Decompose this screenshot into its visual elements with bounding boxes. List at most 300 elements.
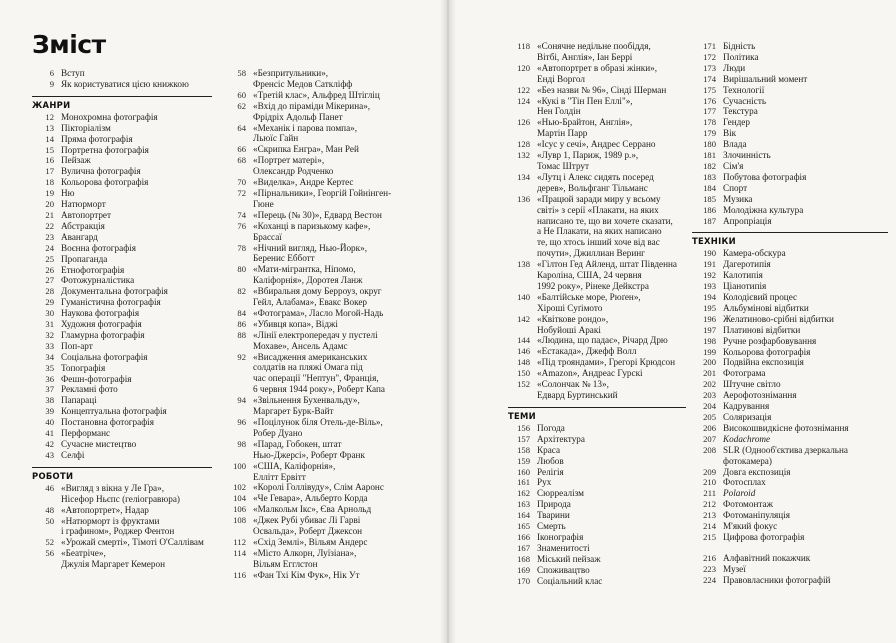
entry-title: Kodachrome bbox=[723, 433, 771, 444]
page-number: 201 bbox=[703, 368, 716, 379]
entry-title: Воєнна фотографія bbox=[61, 242, 136, 253]
page-number: 193 bbox=[703, 281, 716, 292]
entry-title: «Урожай смерті», Тімоті О'Саллівам bbox=[61, 537, 204, 548]
page-number: 39 bbox=[45, 406, 54, 417]
toc-column-1 bbox=[32, 68, 212, 570]
entry-title: Апропріація bbox=[723, 215, 772, 226]
entry-title: «Пірнальники», Георгій Гойнінген- Гюне bbox=[253, 187, 392, 209]
toc-entry bbox=[220, 537, 425, 548]
entry-title: Музика bbox=[723, 193, 753, 204]
page-number: 62 bbox=[237, 100, 246, 111]
page-number: 12 bbox=[45, 111, 54, 122]
entry-title: «США, Каліфорнія», Еллітт Ервітт bbox=[253, 460, 336, 482]
page-number: 58 bbox=[237, 68, 246, 78]
entry-title: «Кукі в "Тін Пен Еллі"», Нен Голдін bbox=[537, 95, 633, 117]
entry-title: «Убивця копа», Віджі bbox=[253, 318, 338, 329]
entry-title: «Солончак № 13», Едвард Буртинський bbox=[537, 379, 618, 400]
toc-entry bbox=[692, 412, 888, 423]
entry-title: Поп-арт bbox=[61, 340, 93, 351]
entry-title: Краса bbox=[537, 444, 561, 455]
toc-entry bbox=[32, 232, 212, 243]
page-number: 191 bbox=[703, 259, 716, 270]
toc-entry bbox=[32, 406, 212, 417]
page-number: 24 bbox=[45, 242, 54, 253]
entry-title: «Портрет матері», Олександр Родченко bbox=[253, 155, 334, 177]
entry-title: «Мати-мігрантка, Ніпомо, Каліфорнія», Доротея Ланж bbox=[253, 264, 363, 286]
toc-entry bbox=[692, 248, 888, 259]
toc-entry bbox=[32, 210, 212, 221]
toc-entry bbox=[692, 172, 888, 183]
toc-entry bbox=[220, 439, 425, 461]
page-number: 213 bbox=[703, 510, 716, 521]
page-number: 46 bbox=[45, 482, 54, 493]
toc-entry bbox=[508, 499, 686, 510]
toc-column-4 bbox=[692, 41, 888, 586]
toc-entry bbox=[508, 467, 686, 478]
entry-title: Музеї bbox=[723, 563, 746, 574]
page-number: 162 bbox=[517, 488, 530, 499]
entry-title: Камера-обскура bbox=[723, 248, 786, 259]
toc-entry bbox=[32, 134, 212, 145]
entry-title: Люди bbox=[723, 62, 746, 73]
entry-title: Polaroid bbox=[723, 488, 756, 499]
entry-title: Кольорова фотографія bbox=[723, 346, 811, 357]
page-number: 144 bbox=[517, 335, 530, 346]
entry-title: Тварини bbox=[537, 510, 570, 521]
entry-title: Постановна фотографія bbox=[61, 417, 154, 428]
page-number: 174 bbox=[703, 73, 716, 84]
toc-entry bbox=[32, 254, 212, 265]
toc-entry bbox=[508, 554, 686, 565]
entry-title: «Королі Голлівуду», Слім Ааронс bbox=[253, 482, 384, 493]
entry-title: Сучасне мистецтво bbox=[61, 439, 137, 449]
page-number: 172 bbox=[703, 51, 716, 62]
entry-title: Природа bbox=[537, 499, 571, 510]
entry-title: SLR (Однооб'єктива дзеркальна фотокамера) bbox=[723, 444, 848, 466]
entry-title: Технології bbox=[723, 84, 765, 95]
entry-title: Сюрреалізм bbox=[537, 488, 584, 499]
page-number: 102 bbox=[233, 482, 246, 493]
page-number: 176 bbox=[703, 95, 716, 106]
entry-title: «Гілтон Гед Айленд, штат Південна Кароліна, США, 24 червня 1992 року», Рінеке Дейкстра bbox=[537, 259, 677, 291]
page-number: 224 bbox=[703, 574, 716, 585]
page-number: 192 bbox=[703, 270, 716, 281]
entry-title: Документальна фотографія bbox=[61, 286, 168, 297]
entry-title: Політика bbox=[723, 51, 759, 62]
entry-title: Молодіжна культура bbox=[723, 204, 804, 215]
toc-entry bbox=[692, 532, 888, 543]
entry-title: Аерофотознімання bbox=[723, 390, 797, 401]
entry-title: Штучне світло bbox=[723, 379, 781, 390]
toc-entry bbox=[508, 423, 686, 434]
toc-entry bbox=[32, 199, 212, 210]
page-number: 160 bbox=[517, 466, 530, 477]
toc-section-heading bbox=[508, 407, 686, 421]
page-number: 43 bbox=[45, 449, 54, 460]
toc-entry bbox=[508, 456, 686, 467]
toc-entry bbox=[220, 548, 425, 570]
toc-entry bbox=[220, 144, 425, 155]
entry-title: Споживацтво bbox=[537, 564, 590, 575]
entry-title: «Джек Рубі убиває Лі Гарві Освальда», Роберт Джексон bbox=[253, 515, 363, 537]
page-number: 29 bbox=[45, 297, 54, 308]
page-number: 159 bbox=[517, 455, 530, 466]
toc-entry bbox=[508, 117, 686, 139]
toc-entry bbox=[220, 461, 425, 483]
page-number: 41 bbox=[45, 428, 54, 439]
toc-entry bbox=[32, 265, 212, 276]
page-number: 31 bbox=[45, 319, 54, 330]
toc-entry bbox=[32, 286, 212, 297]
toc-entry bbox=[692, 150, 888, 161]
toc-entry bbox=[32, 79, 212, 90]
entry-title: Алфавітний покажчик bbox=[723, 552, 811, 563]
entry-title: Подвійна експозиція bbox=[723, 357, 804, 368]
page-number: 202 bbox=[703, 379, 716, 390]
entry-title: «Людина, що падає», Річард Дрю bbox=[537, 335, 668, 346]
entry-title: Абстракція bbox=[61, 220, 105, 231]
toc-entry bbox=[508, 565, 686, 576]
toc-entry bbox=[692, 41, 888, 52]
page-number: 168 bbox=[517, 553, 530, 564]
entry-title: Цифрова фотографія bbox=[723, 531, 805, 542]
entry-title: Бідність bbox=[723, 41, 756, 51]
page-number: 185 bbox=[703, 193, 716, 204]
toc-section-heading bbox=[32, 96, 212, 110]
toc-entry bbox=[508, 379, 686, 401]
entry-title: Натюрморт bbox=[61, 199, 106, 210]
toc-entry bbox=[692, 183, 888, 194]
toc-entry bbox=[692, 270, 888, 281]
toc-entry bbox=[32, 68, 212, 79]
toc-entry bbox=[220, 504, 425, 515]
toc-entry bbox=[692, 510, 888, 521]
toc-entry bbox=[32, 188, 212, 199]
toc-entry bbox=[692, 477, 888, 488]
page-number: 120 bbox=[517, 62, 530, 73]
toc-entry bbox=[692, 575, 888, 586]
entry-title: Злочинність bbox=[723, 150, 771, 161]
toc-entry bbox=[692, 336, 888, 347]
page-number: 173 bbox=[703, 62, 716, 73]
entry-title: Пікторіалізм bbox=[61, 122, 111, 133]
page-number: 184 bbox=[703, 182, 716, 193]
toc-entry bbox=[220, 210, 425, 221]
page-number: 161 bbox=[517, 477, 530, 488]
toc-entry bbox=[32, 439, 212, 450]
entry-title: «Під трояндами», Грегорі Крюдсон bbox=[537, 357, 676, 368]
toc-entry bbox=[32, 505, 212, 516]
toc-entry bbox=[692, 128, 888, 139]
page-number: 209 bbox=[703, 466, 716, 477]
page-number: 157 bbox=[517, 433, 530, 444]
page-number: 187 bbox=[703, 215, 716, 226]
page-number: 122 bbox=[517, 84, 530, 95]
toc-entry bbox=[32, 275, 212, 286]
page-number: 56 bbox=[45, 548, 54, 559]
toc-entry bbox=[508, 510, 686, 521]
toc-entry bbox=[220, 101, 425, 123]
toc-entry bbox=[692, 303, 888, 314]
entry-title: «Місто Алкорн, Луїзіана», Вільям Егглстон bbox=[253, 547, 357, 569]
toc-entry bbox=[32, 428, 212, 439]
page-number: 22 bbox=[45, 220, 54, 231]
page-number: 96 bbox=[237, 417, 246, 427]
toc-spacer bbox=[692, 543, 888, 553]
page-number: 186 bbox=[703, 204, 716, 215]
page-number: 66 bbox=[237, 144, 246, 155]
page-number: 190 bbox=[703, 248, 716, 259]
toc-entry bbox=[508, 445, 686, 456]
page-number: 177 bbox=[703, 106, 716, 117]
page-number: 28 bbox=[45, 286, 54, 297]
entry-title: «Механік і парова помпа», Льюїс Гайн bbox=[253, 122, 358, 144]
page-number: 6 bbox=[49, 68, 54, 78]
page-number: 140 bbox=[517, 291, 530, 302]
toc-entry bbox=[692, 314, 888, 325]
entry-title: Архітектура bbox=[537, 433, 585, 444]
toc-entry bbox=[508, 532, 686, 543]
toc-column-2 bbox=[220, 68, 425, 581]
entry-title: «Працюй заради миру у всьому світі» з серії «Плакати, на яких написано те, що ви хочете сказати, а Не Плакати, на яких написано те, що хтось інший хоче від вас почути», Джиллиан Веринг bbox=[537, 193, 673, 259]
toc-entry bbox=[32, 221, 212, 232]
toc-entry bbox=[220, 123, 425, 145]
page-number: 34 bbox=[45, 351, 54, 362]
toc-entry bbox=[692, 117, 888, 128]
page-number: 74 bbox=[237, 209, 246, 220]
toc-entry bbox=[692, 161, 888, 172]
page-number: 30 bbox=[45, 308, 54, 319]
toc-entry bbox=[508, 434, 686, 445]
entry-title: Етнофотографія bbox=[61, 264, 125, 275]
entry-title: «Вхід до піраміди Мікерина», Фрідріх Адольф Панет bbox=[253, 100, 371, 122]
entry-title: М'який фокус bbox=[723, 521, 778, 532]
toc-entry bbox=[508, 477, 686, 488]
page-number: 17 bbox=[45, 166, 54, 177]
entry-title: Правовласники фотографій bbox=[723, 574, 831, 585]
entry-title: Спорт bbox=[723, 182, 748, 193]
entry-title: Знаменитості bbox=[537, 542, 590, 553]
page-number: 20 bbox=[45, 199, 54, 210]
entry-title: Довга експозиція bbox=[723, 466, 791, 477]
page-number: 214 bbox=[703, 521, 716, 532]
entry-title: Влада bbox=[723, 139, 747, 150]
entry-title: «Естакада», Джефф Волл bbox=[537, 346, 637, 357]
entry-title: «Вигляд з вікна у Ле Гра», Нісефор Ньєпс (геліогравюра) bbox=[61, 482, 180, 504]
page-number: 148 bbox=[517, 357, 530, 368]
page-number: 207 bbox=[703, 433, 716, 444]
page-number: 212 bbox=[703, 499, 716, 510]
entry-title: Соціальний клас bbox=[537, 575, 603, 586]
toc-entry bbox=[32, 123, 212, 134]
toc-entry bbox=[32, 155, 212, 166]
toc-entry bbox=[220, 417, 425, 439]
entry-title: «Вбиральня дому Берроуз, округ Гейл, Алабама», Евакс Вокер bbox=[253, 286, 382, 308]
toc-entry bbox=[692, 63, 888, 74]
toc-entry bbox=[508, 85, 686, 96]
toc-entry bbox=[692, 106, 888, 117]
toc-entry bbox=[692, 368, 888, 379]
toc-entry bbox=[692, 521, 888, 532]
page-number: 180 bbox=[703, 139, 716, 150]
page-number: 138 bbox=[517, 259, 530, 270]
entry-title: Концептуальна фотографія bbox=[61, 406, 167, 417]
entry-title: Портретна фотографія bbox=[61, 144, 149, 155]
entry-title: Перформанс bbox=[61, 428, 111, 439]
toc-entry bbox=[508, 172, 686, 194]
page-number: 37 bbox=[45, 384, 54, 395]
entry-title: Папараці bbox=[61, 395, 97, 406]
toc-entry bbox=[32, 341, 212, 352]
section-label: ТЕМИ bbox=[508, 410, 536, 421]
toc-entry bbox=[220, 90, 425, 101]
entry-title: Селфі bbox=[61, 449, 85, 460]
page-number: 19 bbox=[45, 188, 54, 199]
page-number: 108 bbox=[233, 515, 246, 526]
page-number: 132 bbox=[517, 150, 530, 161]
toc-section-heading bbox=[32, 467, 212, 481]
page-title: Зміст bbox=[32, 30, 106, 59]
entry-title: Текстура bbox=[723, 106, 758, 117]
page-number: 195 bbox=[703, 302, 716, 313]
entry-title: «Фан Тхі Кім Фук», Нік Ут bbox=[253, 569, 360, 580]
entry-title: Колодієвий процес bbox=[723, 292, 798, 303]
page-number: 206 bbox=[703, 422, 716, 433]
entry-title: Фотосплах bbox=[723, 477, 766, 488]
page-number: 86 bbox=[237, 318, 246, 329]
page-number: 118 bbox=[517, 41, 530, 51]
entry-title: Високошвидкісне фотознімання bbox=[723, 422, 849, 433]
page-number: 146 bbox=[517, 346, 530, 357]
page-number: 82 bbox=[237, 286, 246, 297]
toc-entry bbox=[692, 564, 888, 575]
toc-entry bbox=[692, 205, 888, 216]
page-number: 68 bbox=[237, 155, 246, 166]
page-number: 163 bbox=[517, 499, 530, 510]
page-number: 70 bbox=[237, 177, 246, 188]
entry-title: «Коханці в паризькому кафе», Брассаї bbox=[253, 220, 371, 242]
entry-title: Наукова фотографія bbox=[61, 308, 140, 319]
entry-title: «Балтійське море, Рюґен», Хіроші Суґімото bbox=[537, 291, 641, 313]
entry-title: Топографія bbox=[61, 362, 106, 373]
toc-entry bbox=[220, 264, 425, 286]
toc-entry bbox=[692, 434, 888, 445]
entry-title: Ручне розфарбовування bbox=[723, 335, 817, 346]
page-number: 134 bbox=[517, 171, 530, 182]
entry-title: «Ісус у сечі», Андрес Серрано bbox=[537, 139, 656, 150]
entry-title: Вік bbox=[723, 128, 737, 139]
book-gutter bbox=[440, 0, 456, 643]
page-number: 126 bbox=[517, 117, 530, 128]
page-number: 179 bbox=[703, 128, 716, 139]
entry-title: «Схід Землі», Вільям Андерс bbox=[253, 536, 368, 547]
page-number: 80 bbox=[237, 264, 246, 275]
entry-title: «Перець (№ 30)», Едвард Вестон bbox=[253, 209, 382, 220]
toc-entry bbox=[32, 537, 212, 548]
entry-title: Вулична фотографія bbox=[61, 166, 141, 177]
entry-title: Сім'я bbox=[723, 160, 744, 171]
page-number: 208 bbox=[703, 444, 716, 455]
toc-entry bbox=[508, 63, 686, 85]
toc-entry bbox=[220, 188, 425, 210]
page-number: 181 bbox=[703, 150, 716, 161]
toc-entry bbox=[508, 346, 686, 357]
toc-entry bbox=[692, 357, 888, 368]
page-number: 156 bbox=[517, 422, 530, 433]
entry-title: Побутова фотографія bbox=[723, 171, 807, 182]
toc-entry bbox=[220, 319, 425, 330]
page-number: 25 bbox=[45, 253, 54, 264]
page-number: 50 bbox=[45, 515, 54, 526]
toc-entry bbox=[32, 308, 212, 319]
entry-title: Автопортрет bbox=[61, 209, 112, 220]
page-number: 72 bbox=[237, 187, 246, 198]
page-number: 9 bbox=[49, 78, 54, 89]
page-number: 167 bbox=[517, 542, 530, 553]
page-number: 21 bbox=[45, 209, 54, 220]
entry-title: «Автопортрет в образі жінки», Енді Воргол bbox=[537, 62, 658, 84]
page-number: 210 bbox=[703, 477, 716, 488]
entry-title: «Висадження американських солдатів на пляжі Омага під час операції "Нептун", Франція, 6 червня 1944 року», Роберт Капа bbox=[253, 351, 386, 395]
page-number: 194 bbox=[703, 292, 716, 303]
toc-entry bbox=[508, 335, 686, 346]
page-number: 164 bbox=[517, 510, 530, 521]
page-number: 211 bbox=[703, 488, 716, 499]
page-number: 136 bbox=[517, 193, 530, 204]
page-number: 26 bbox=[45, 264, 54, 275]
page-number: 35 bbox=[45, 362, 54, 373]
page-number: 112 bbox=[233, 536, 246, 547]
page-number: 142 bbox=[517, 313, 530, 324]
toc-entry bbox=[32, 516, 212, 538]
entry-title: «Натюрморт із фруктами і графином», Роджер Фентон bbox=[61, 515, 175, 537]
page-number: 178 bbox=[703, 117, 716, 128]
page-number: 64 bbox=[237, 122, 246, 133]
entry-title: Міський пейзаж bbox=[537, 553, 601, 564]
toc-entry bbox=[692, 96, 888, 107]
entry-title: «Лінії електропередач у пустелі Мохаве», Ансель Адамс bbox=[253, 329, 378, 351]
toc-entry bbox=[508, 139, 686, 150]
entry-title: «Лутц і Алекс сидять посеред дерев», Вольфганг Тільманс bbox=[537, 171, 654, 193]
toc-entry bbox=[692, 390, 888, 401]
toc-entry bbox=[692, 194, 888, 205]
toc-entry bbox=[692, 379, 888, 390]
page-number: 175 bbox=[703, 84, 716, 95]
toc-entry bbox=[220, 177, 425, 188]
toc-section-heading bbox=[692, 232, 888, 246]
page-number: 171 bbox=[703, 41, 716, 51]
page-number: 198 bbox=[703, 335, 716, 346]
toc-entry bbox=[32, 319, 212, 330]
entry-title: Гендер bbox=[723, 117, 750, 128]
toc-entry bbox=[692, 467, 888, 478]
entry-title: Кольорова фотографія bbox=[61, 177, 149, 188]
toc-entry bbox=[32, 363, 212, 374]
page-number: 52 bbox=[45, 537, 54, 548]
entry-title: Дагеротипія bbox=[723, 259, 771, 270]
page-number: 78 bbox=[237, 242, 246, 253]
page-number: 92 bbox=[237, 351, 246, 362]
page-number: 166 bbox=[517, 531, 530, 542]
page-number: 18 bbox=[45, 177, 54, 188]
toc-entry bbox=[692, 347, 888, 358]
toc-entry bbox=[692, 281, 888, 292]
entry-title: Альбумінові відбитки bbox=[723, 302, 809, 313]
entry-title: «Скрипка Енгра», Ман Рей bbox=[253, 144, 359, 155]
entry-title: Іконографія bbox=[537, 531, 584, 542]
entry-title: Кадрування bbox=[723, 401, 770, 412]
entry-title: Фотомонтаж bbox=[723, 499, 773, 510]
